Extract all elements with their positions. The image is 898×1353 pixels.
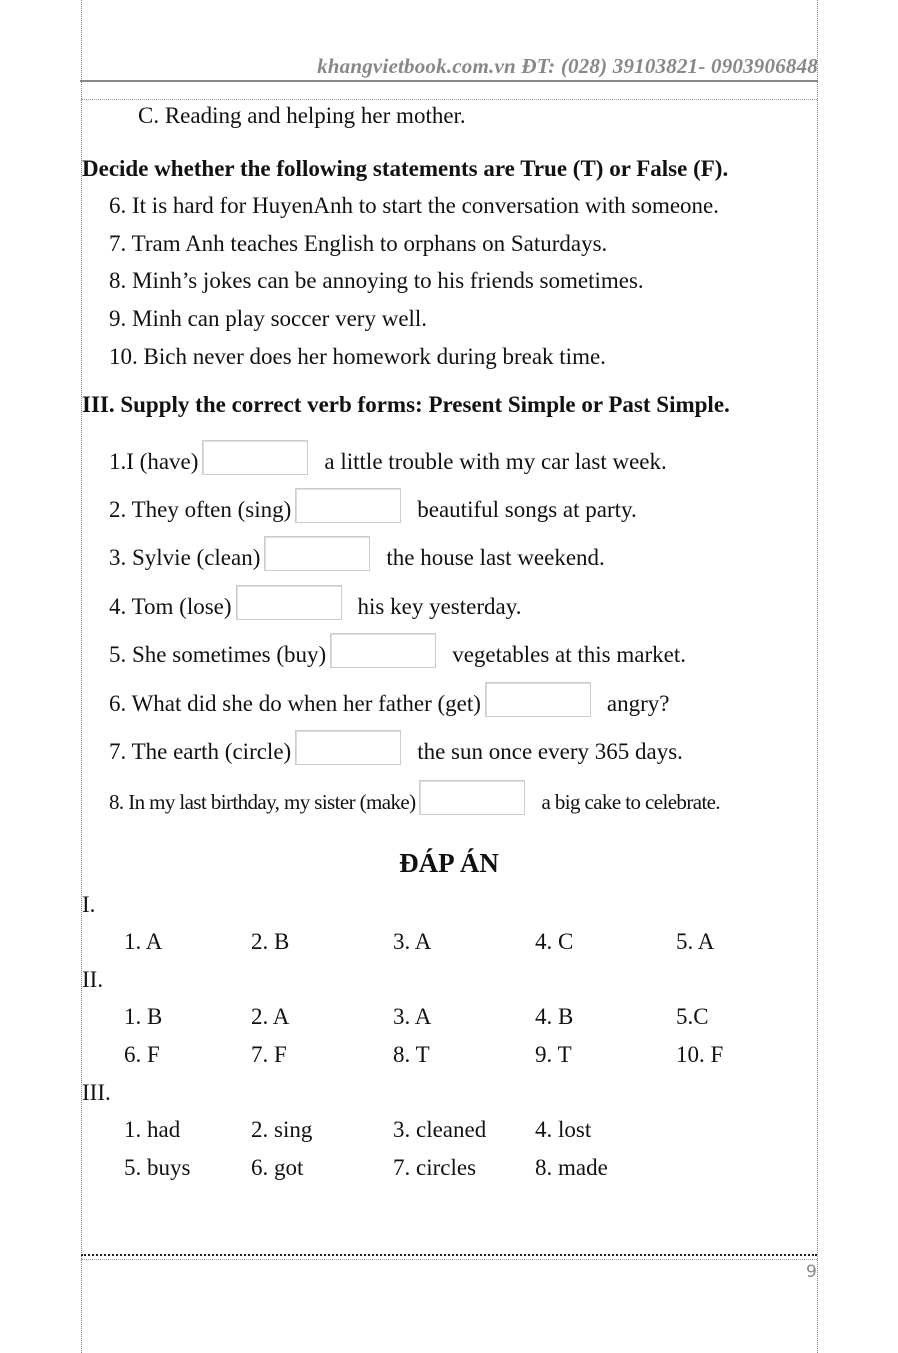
header-rule xyxy=(80,80,818,82)
answer-key-item: 5.C xyxy=(676,1004,709,1029)
verb-prompt: 1.I (have) xyxy=(109,449,199,474)
answer-key-item: 3. A xyxy=(393,1004,432,1029)
answer-key-item: 7. F xyxy=(251,1042,287,1067)
verb-item xyxy=(109,730,683,766)
verb-prompt: 5. She sometimes (buy) xyxy=(109,642,327,667)
footer-top-guide xyxy=(81,1259,817,1260)
body-bottom-guide xyxy=(81,1254,817,1256)
page-number: 9 xyxy=(806,1262,817,1282)
answer-key-item: 6. got xyxy=(251,1155,304,1180)
answer-key-item: 3. cleaned xyxy=(393,1117,487,1142)
answer-blank-input[interactable] xyxy=(295,488,401,523)
verb-prompt: 7. The earth (circle) xyxy=(109,739,292,764)
answer-key-item: 10. F xyxy=(676,1042,724,1067)
answer-blank-input[interactable] xyxy=(485,682,591,717)
answer-key-item: 4. B xyxy=(535,1004,574,1029)
option-c: C. Reading and helping her mother. xyxy=(138,103,466,128)
answer-blank-input[interactable] xyxy=(236,585,342,620)
verb-prompt: 8. In my last birthday, my sister (make) xyxy=(109,790,416,814)
answer-section-label: II. xyxy=(82,967,104,992)
answer-key-item: 1. B xyxy=(124,1004,163,1029)
verb-continuation: beautiful songs at party. xyxy=(417,497,637,522)
verb-item xyxy=(109,780,720,816)
verb-item xyxy=(109,440,667,476)
verb-continuation: a little trouble with my car last week. xyxy=(324,449,667,474)
verb-item xyxy=(109,633,686,669)
page-header: khangvietbook.com.vn ĐT: (028) 39103821- 0903906848 xyxy=(317,54,818,78)
answer-key-item: 8. made xyxy=(535,1155,608,1180)
verb-prompt: 2. They often (sing) xyxy=(109,497,292,522)
answer-blank-input[interactable] xyxy=(419,780,525,815)
verb-continuation: vegetables at this market. xyxy=(452,642,686,667)
answer-key-item: 1. A xyxy=(124,929,163,954)
answer-key-item: 2. A xyxy=(251,1004,290,1029)
verb-item xyxy=(109,682,670,718)
answer-key-item: 6. F xyxy=(124,1042,160,1067)
answer-key-item: 3. A xyxy=(393,929,432,954)
answer-key-item: 2. sing xyxy=(251,1117,313,1142)
section-3-title: III. Supply the correct verb forms: Present Simple or Past Simple. xyxy=(82,392,730,417)
answer-blank-input[interactable] xyxy=(330,633,436,668)
answer-key-item: 5. buys xyxy=(124,1155,191,1180)
answer-key-item: 2. B xyxy=(251,929,290,954)
tf-item: 6. It is hard for HuyenAnh to start the conversation with someone. xyxy=(109,193,720,218)
body-top-guide xyxy=(81,99,817,100)
answer-key-item: 8. T xyxy=(393,1042,430,1067)
verb-item xyxy=(109,585,521,621)
verb-continuation: a big cake to celebrate. xyxy=(541,790,721,814)
answer-key-item: 4. lost xyxy=(535,1117,592,1142)
answer-key-item: 1. had xyxy=(124,1117,181,1142)
answer-blank-input[interactable] xyxy=(295,730,401,765)
margin-guide-left xyxy=(81,0,82,1353)
tf-item: 10. Bich never does her homework during break time. xyxy=(109,344,606,369)
verb-item xyxy=(109,536,605,572)
tf-instruction: Decide whether the following statements are True (T) or False (F). xyxy=(82,156,729,181)
answer-key-item: 5. A xyxy=(676,929,715,954)
answer-section-label: III. xyxy=(82,1080,111,1105)
verb-continuation: his key yesterday. xyxy=(357,594,522,619)
answer-blank-input[interactable] xyxy=(264,536,370,571)
answer-key-item: 7. circles xyxy=(393,1155,477,1180)
verb-prompt: 3. Sylvie (clean) xyxy=(109,545,261,570)
tf-item: 8. Minh’s jokes can be annoying to his friends sometimes. xyxy=(109,268,644,293)
verb-item xyxy=(109,488,637,524)
verb-continuation: the house last weekend. xyxy=(386,545,605,570)
verb-continuation: the sun once every 365 days. xyxy=(417,739,683,764)
answers-title: ĐÁP ÁN xyxy=(399,848,499,878)
tf-item: 9. Minh can play soccer very well. xyxy=(109,306,428,331)
tf-item: 7. Tram Anh teaches English to orphans on Saturdays. xyxy=(109,231,608,256)
answer-key-item: 9. T xyxy=(535,1042,572,1067)
margin-guide-right xyxy=(817,0,818,1353)
verb-prompt: 4. Tom (lose) xyxy=(109,594,232,619)
answer-blank-input[interactable] xyxy=(202,440,308,475)
verb-continuation: angry? xyxy=(606,691,670,716)
answer-key-item: 4. C xyxy=(535,929,574,954)
verb-prompt: 6. What did she do when her father (get) xyxy=(109,691,481,716)
answer-section-label: I. xyxy=(82,892,96,917)
